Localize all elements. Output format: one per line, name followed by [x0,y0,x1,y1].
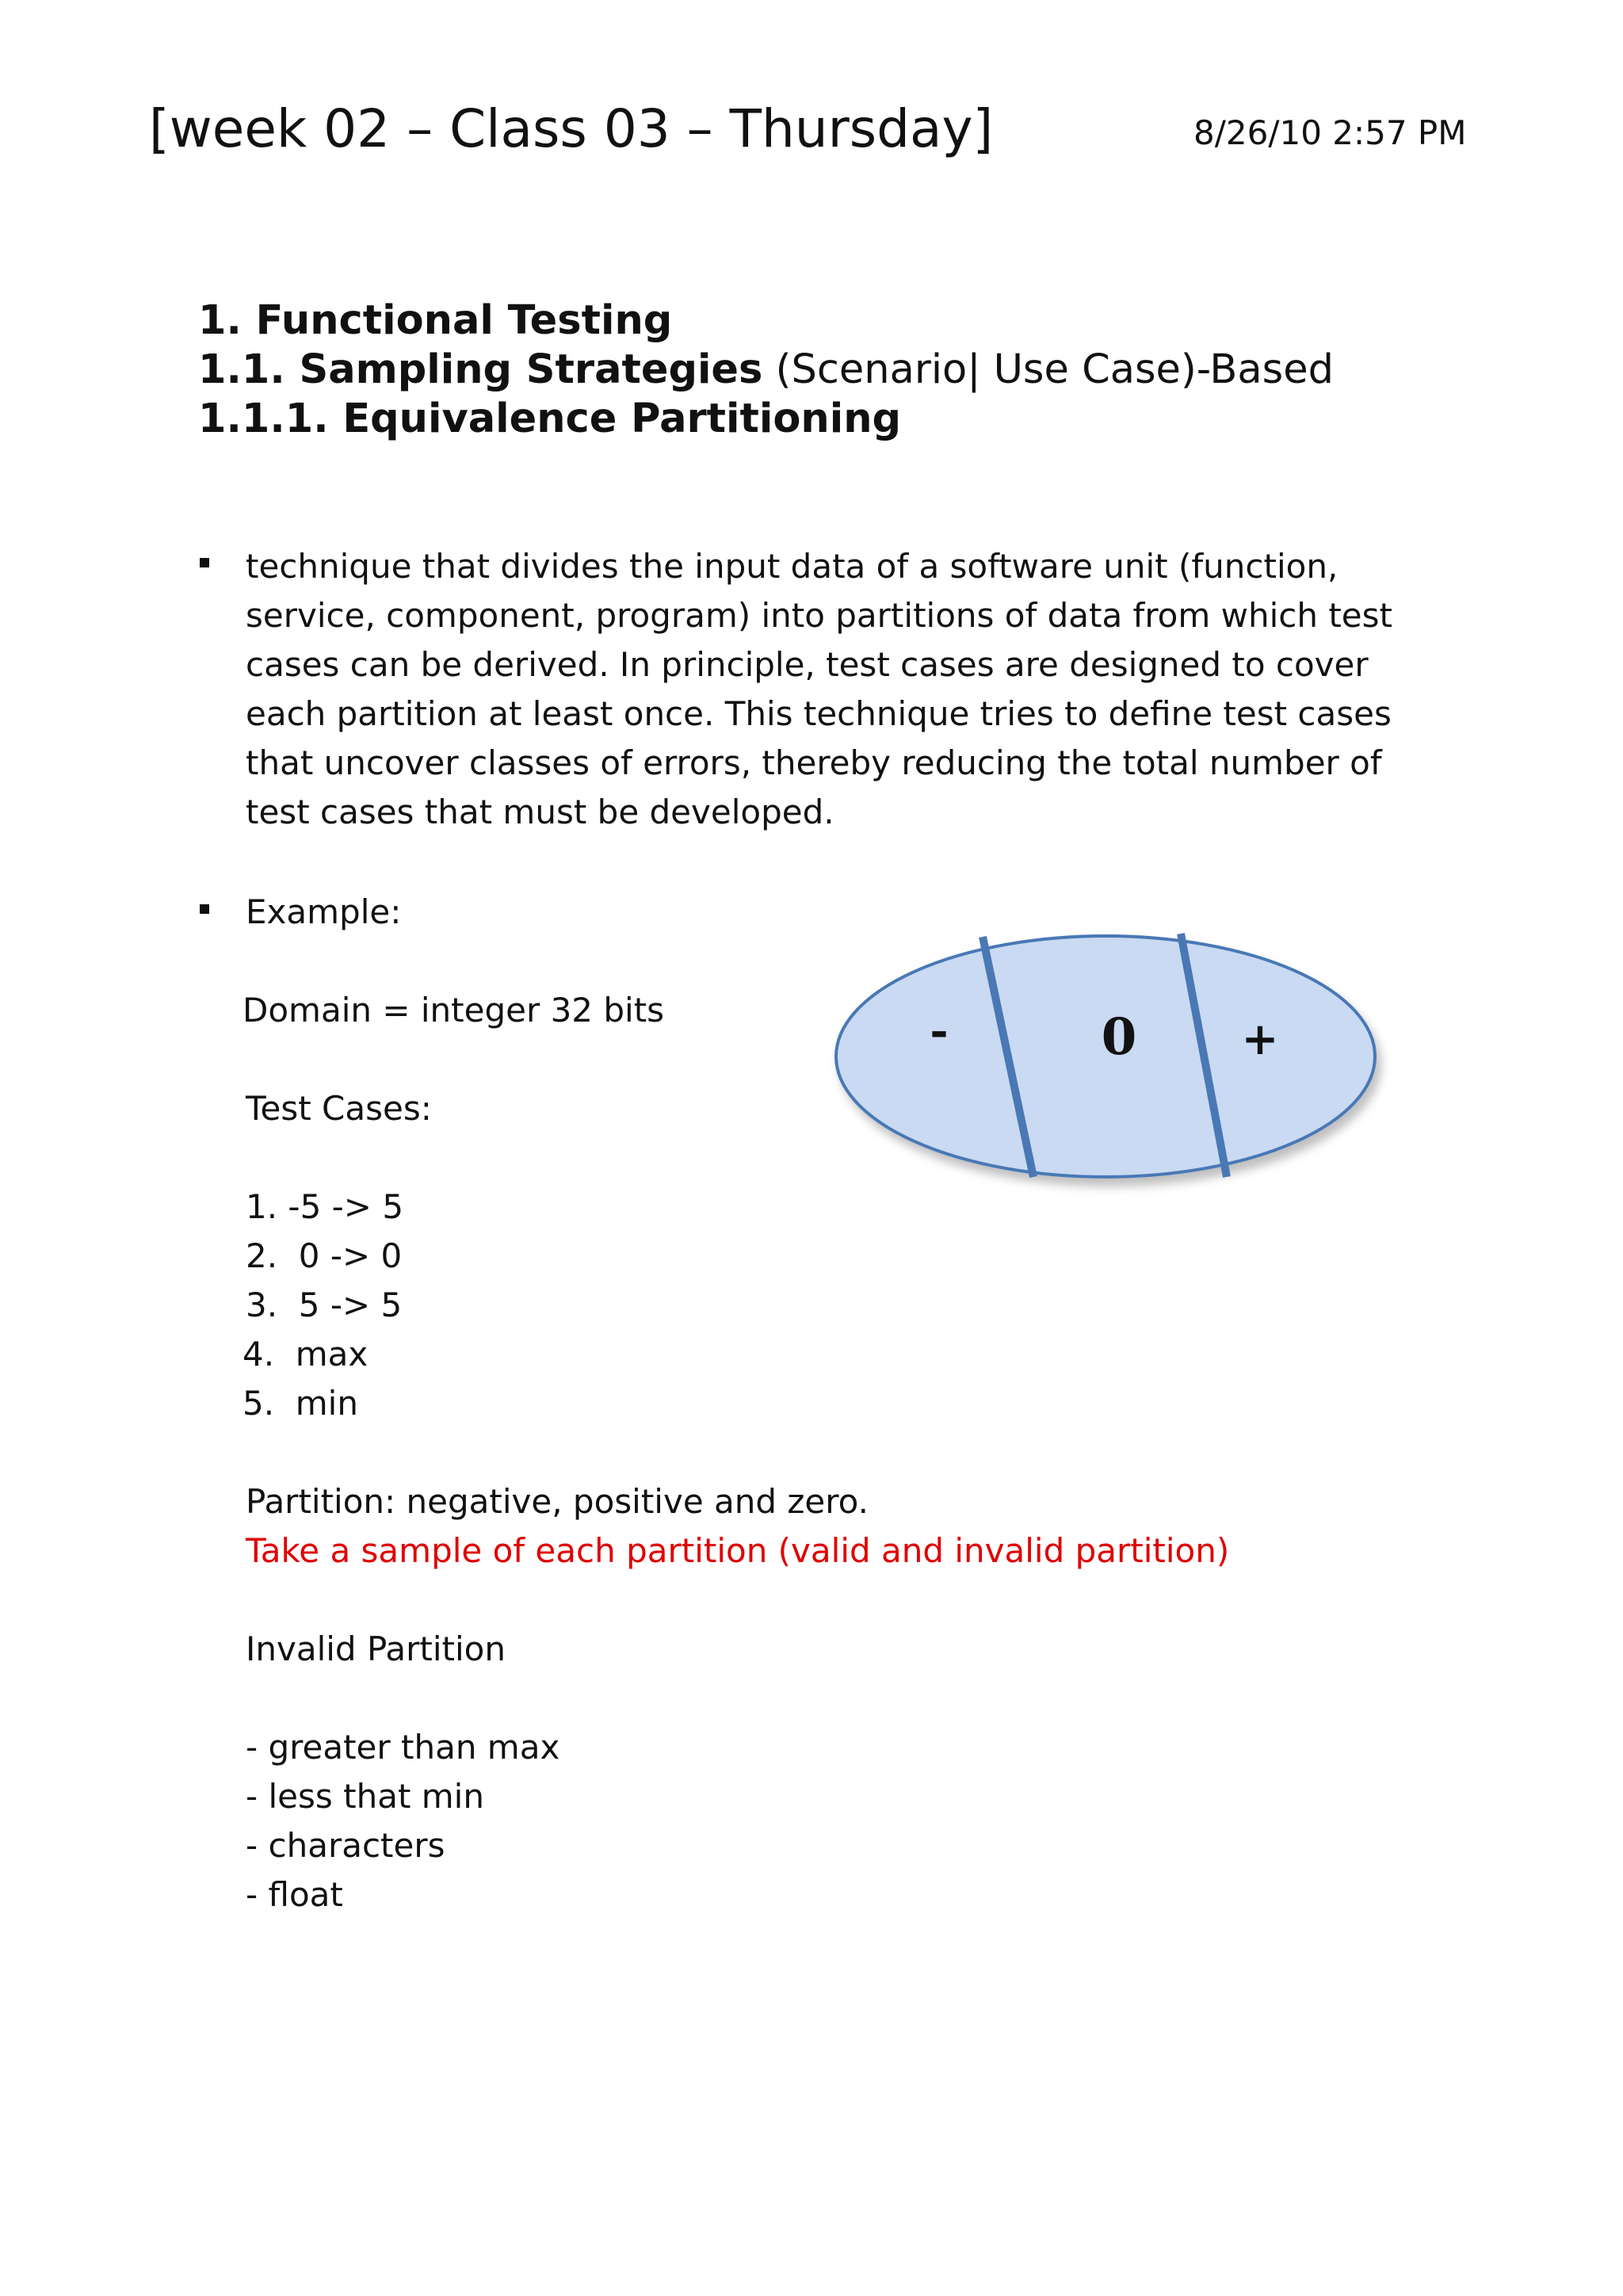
timestamp: 8/26/10 2:57 PM [1193,113,1467,152]
negative-partition-label: - [930,1005,949,1057]
invalid-item: - greater than max [246,1728,560,1767]
test-case-item: 5. min [242,1384,358,1423]
test-case-item: 1. -5 -> 5 [246,1187,404,1226]
heading-sampling-strategies-bold: 1.1. Sampling Strategies [198,346,763,393]
domain-text: Domain = integer 32 bits [242,991,665,1030]
definition-line: technique that divides the input data of a software unit (function, [246,547,1338,586]
definition-line: each partition at least once. This technique tries to define test cases [246,694,1392,733]
sample-note: Take a sample of each partition (valid and invalid partition) [246,1531,1230,1570]
definition-line: test cases that must be developed. [246,793,834,831]
definition-line: cases can be derived. In principle, test cases are designed to cover [246,645,1369,684]
test-case-item: 4. max [242,1335,369,1373]
test-case-item: 3. 5 -> 5 [246,1286,403,1324]
partition-diagram [824,919,1395,1197]
invalid-item: - less that min [246,1777,484,1816]
test-cases-label: Test Cases: [246,1089,432,1128]
heading-equivalence-partitioning: 1.1.1. Equivalence Partitioning [198,395,902,442]
test-case-item: 2. 0 -> 0 [246,1236,403,1275]
heading-sampling-strategies-suffix: (Scenario| Use Case)-Based [762,346,1334,393]
invalid-partition-label: Invalid Partition [246,1629,506,1668]
example-label: Example: [246,892,402,931]
definition-paragraph [246,542,1434,837]
definition-line: service, component, program) into partitions of data from which test [246,596,1392,635]
page-title: [week 02 – Class 03 – Thursday] [149,98,994,159]
definition-line: that uncover classes of errors, thereby reducing the total number of [246,743,1382,782]
partition-text: Partition: negative, positive and zero. [246,1482,869,1521]
invalid-item: - float [246,1875,343,1914]
invalid-item: - characters [246,1826,445,1865]
bullet-square-icon [200,904,209,914]
heading-sampling-strategies [198,346,1334,395]
bullet-square-icon [200,558,209,567]
zero-partition-label: 0 [1101,1007,1137,1067]
heading-functional-testing: 1. Functional Testing [198,297,673,344]
positive-partition-label: + [1241,1013,1279,1065]
